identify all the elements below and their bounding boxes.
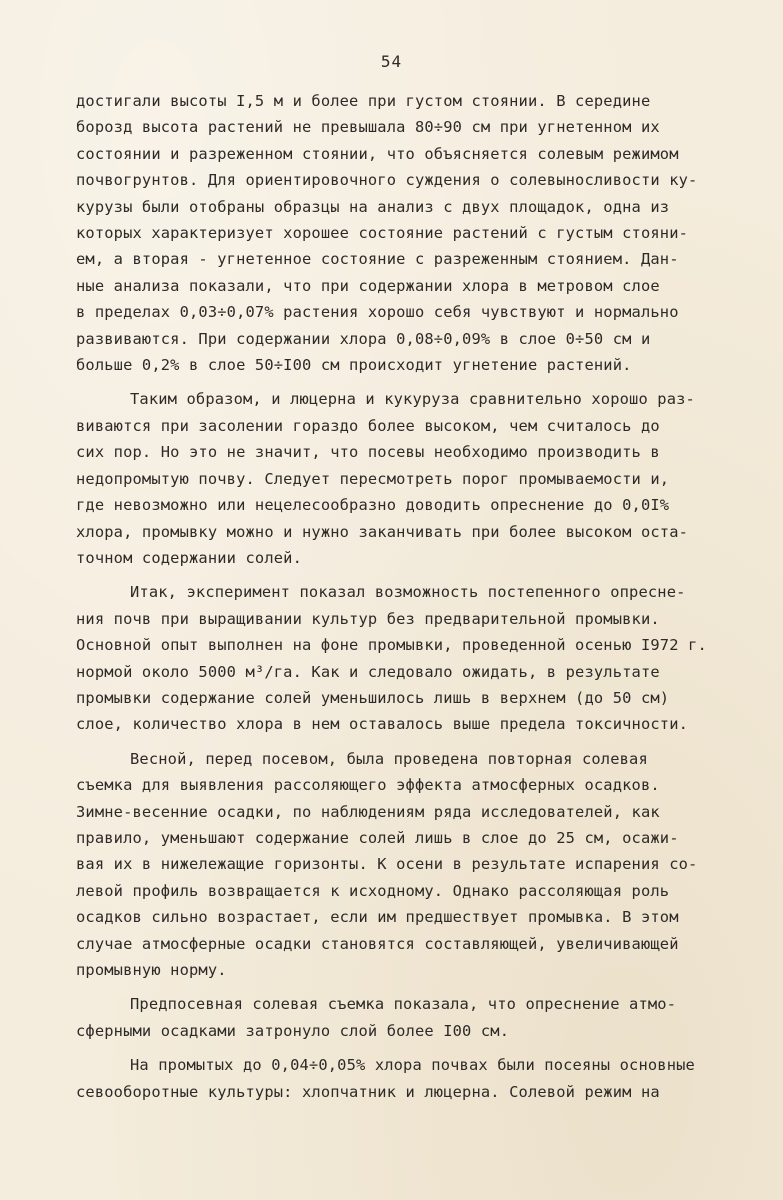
paragraph xyxy=(76,88,748,378)
page-number: 54 xyxy=(380,52,403,71)
text-line: съемка для выявления рассоляющего эффекта атмосферных осадков. xyxy=(76,776,660,795)
text-line: Зимне-весенние осадки, по наблюдениям ряда исследователей, как xyxy=(76,802,660,821)
text-line: осадков сильно возрастает, если им предшествует промывка. В этом xyxy=(76,908,679,927)
text-line: почвогрунтов. Для ориентировочного суждения о солевыносливости ку- xyxy=(76,171,698,190)
text-line: Весной, перед посевом, была проведена повторная солевая xyxy=(130,749,648,768)
text-line: ем, а вторая - угнетенное состояние с разреженным стоянием. Дан- xyxy=(76,250,679,269)
text-line: сферными осадками затронуло слой более I00 см. xyxy=(76,1021,510,1040)
text-line: Итак, эксперимент показал возможность постепенного опреснe- xyxy=(130,583,686,602)
text-line: недопромытую почву. Следует пересмотреть порог промываемости и, xyxy=(76,469,670,488)
text-line: виваются при засолении гораздо более высоком, чем считалось до xyxy=(76,416,660,435)
text-line: которых характеризует хорошее состояние растений с густым стояни- xyxy=(76,224,689,243)
text-line: где невозможно или нецелесообразно доводить опреснение до 0,0I% xyxy=(76,496,670,515)
text-line: больше 0,2% в слое 50÷I00 см происходит угнетение растений. xyxy=(76,356,632,375)
body-text xyxy=(76,88,748,1105)
text-line: слое, количество хлора в нем оставалось выше предела токсичности. xyxy=(76,715,689,734)
text-line: Предпосевная солевая съемка показала, что опреснение атмо- xyxy=(130,995,677,1014)
text-line: хлора, промывку можно и нужно заканчивать при более высоком оста- xyxy=(76,522,689,541)
text-line: Таким образом, и люцерна и кукуруза сравнительно хорошо раз- xyxy=(130,390,695,409)
text-line: достигали высоты I,5 м и более при густом стоянии. В середине xyxy=(76,92,651,110)
text-line: сих пор. Но это не значит, что посевы необходимо производить в xyxy=(76,443,660,462)
text-line: нормой около 5000 м³/га. Как и следовало ожидать, в результате xyxy=(76,662,660,681)
text-line: ные анализа показали, что при содержании хлора в метровом слое xyxy=(76,276,660,295)
text-line: ния почв при выращивании культур без предварительной промывки. xyxy=(76,609,660,628)
paragraph xyxy=(76,1052,748,1105)
text-line: На промытых до 0,04÷0,05% хлора почвах были посеяны основные xyxy=(130,1056,695,1075)
paragraph xyxy=(76,386,748,571)
text-line: Основной опыт выполнен на фоне промывки, проведенной осенью I972 г. xyxy=(76,636,707,655)
text-line: в пределах 0,03÷0,07% растения хорошо себя чувствуют и нормально xyxy=(76,303,679,322)
text-line: борозд высота растений не превышала 80÷90 см при угнетенном их xyxy=(76,118,660,137)
text-line: вая их в нижележащие горизонты. К осени в результате испарения со- xyxy=(76,855,698,874)
text-line: развиваются. При содержании хлора 0,08÷0,09% в слое 0÷50 см и xyxy=(76,329,651,348)
text-line: промывки содержание солей уменьшилось лишь в верхнем (до 50 см) xyxy=(76,688,670,707)
text-line: промывную норму. xyxy=(76,961,227,979)
paragraph xyxy=(76,579,748,737)
text-line: левой профиль возвращается к исходному. Однако рассоляющая роль xyxy=(76,881,670,900)
text-line: состоянии и разреженном стоянии, что объясняется солевым режимом xyxy=(76,144,679,163)
text-line: курузы были отобраны образцы на анализ с двух площадок, одна из xyxy=(76,197,670,216)
paragraph xyxy=(76,991,748,1044)
text-line: правило, уменьшают содержание солей лишь в слое до 25 см, осажи- xyxy=(76,828,679,847)
text-line: случае атмосферные осадки становятся составляющей, увеличивающей xyxy=(76,934,679,953)
text-line: севооборотные культуры: хлопчатник и люцерна. Солевой режим на xyxy=(76,1082,660,1101)
paragraph xyxy=(76,746,748,984)
text-line: точном содержании солей. xyxy=(76,548,302,567)
